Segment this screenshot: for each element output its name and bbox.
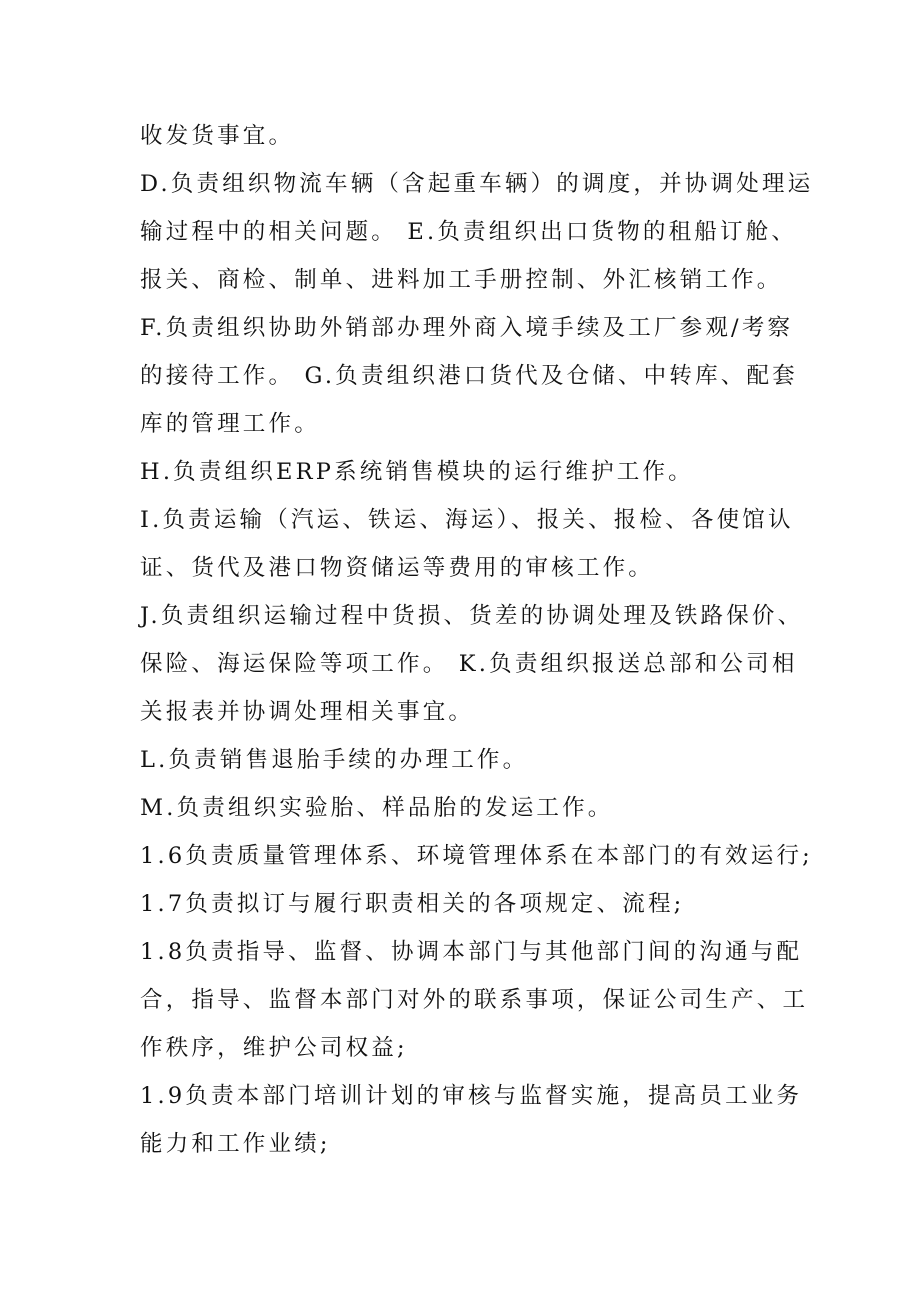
text-line: 合，指导、监督本部门对外的联系事项，保证公司生产、工: [140, 987, 809, 1013]
text-line: 能力和工作业绩;: [140, 1131, 331, 1157]
text-line: M.负责组织实验胎、样品胎的发运工作。: [140, 795, 614, 821]
text-line: H.负责组织ERP系统销售模块的运行维护工作。: [140, 459, 694, 485]
text-line: F.负责组织协助外销部办理外商入境手续及工厂参观/考察: [140, 315, 794, 341]
text-line: 证、货代及港口物资储运等费用的审核工作。: [140, 555, 655, 581]
text-line: 保险、海运保险等项工作。 K.负责组织报送总部和公司相: [140, 651, 798, 677]
text-line: 1.9负责本部门培训计划的审核与监督实施，提高员工业务: [140, 1083, 803, 1109]
text-line: 库的管理工作。: [140, 411, 320, 437]
text-line: D.负责组织物流车辆（含起重车辆）的调度，并协调处理运: [140, 171, 814, 197]
text-line: 作秩序，维护公司权益;: [140, 1035, 408, 1061]
text-line: L.负责销售退胎手续的办理工作。: [140, 747, 529, 773]
text-line: 1.6负责质量管理体系、环境管理体系在本部门的有效运行;: [140, 843, 813, 869]
text-line: 关报表并协调处理相关事宜。: [140, 699, 475, 725]
text-line: 的接待工作。 G.负责组织港口货代及仓储、中转库、配套: [140, 363, 798, 389]
text-line: 报关、商检、制单、进料加工手册控制、外汇核销工作。: [140, 267, 783, 293]
text-line: 1.8负责指导、监督、协调本部门与其他部门间的沟通与配: [140, 939, 803, 965]
text-line: 1.7负责拟订与履行职责相关的各项规定、流程;: [140, 891, 685, 917]
text-line: I.负责运输（汽运、铁运、海运）、报关、报检、各使馆认: [140, 507, 794, 533]
text-line: 收发货事宜。: [140, 123, 295, 149]
document-body: [140, 112, 814, 1168]
text-line: J.负责组织运输过程中货损、货差的协调处理及铁路保价、: [140, 603, 804, 629]
text-line: 输过程中的相关问题。 E.负责组织出口货物的租船订舱、: [140, 219, 798, 245]
